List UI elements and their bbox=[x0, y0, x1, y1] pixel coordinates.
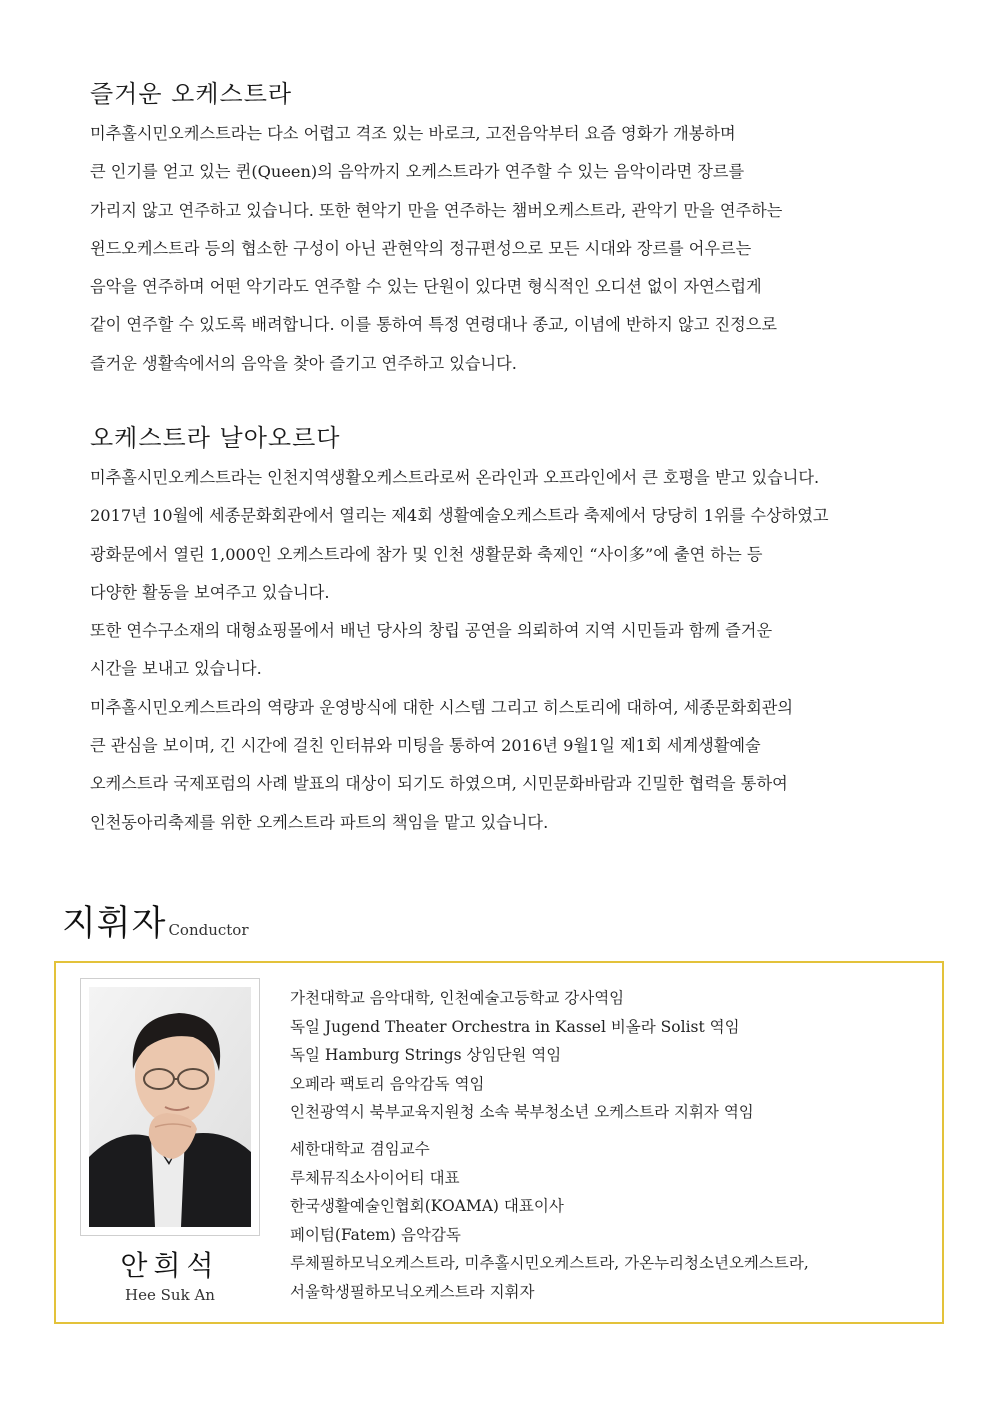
body-line: 인천동아리축제를 위한 오케스트라 파트의 책임을 맡고 있습니다. bbox=[90, 812, 549, 832]
career-item: 가천대학교 음악대학, 인천예술고등학교 강사역임 bbox=[290, 989, 625, 1007]
career-item: 인천광역시 북부교육지원청 소속 북부청소년 오케스트라 지휘자 역임 bbox=[290, 1103, 754, 1122]
conductor-name-english: Hee Suk An bbox=[125, 1286, 215, 1304]
portrait-frame bbox=[80, 978, 260, 1236]
conductor-heading-ko: 지휘자 bbox=[62, 904, 167, 944]
body-line: 큰 관심을 보이며, 긴 시간에 걸친 인터뷰와 미팅을 통하여 2016년 9월1일 제1회 세계생활예술 bbox=[90, 736, 761, 756]
body-line: 즐거운 생활속에서의 음악을 찾아 즐기고 연주하고 있습니다. bbox=[90, 353, 517, 373]
career-item: 루체뮤직소사이어티 대표 bbox=[290, 1168, 460, 1187]
body-line: 큰 인기를 얻고 있는 퀸(Queen)의 음악까지 오케스트라가 연주할 수 있는 음악이라면 장르를 bbox=[90, 162, 745, 182]
career-item: 페이텀(Fatem) 음악감독 bbox=[290, 1225, 461, 1244]
section-title: 즐거운 오케스트라 bbox=[90, 80, 293, 108]
conductor-career-list bbox=[290, 984, 930, 1307]
body-line: 또한 연수구소재의 대형쇼핑몰에서 배넌 당사의 창립 공연을 의뢰하여 지역 시민들과 함께 즐거운 bbox=[90, 621, 773, 641]
section-title: 오케스트라 날아오르다 bbox=[90, 424, 341, 452]
paragraph-activities bbox=[90, 459, 950, 612]
career-item: 독일 Hamburg Strings 상임단원 역임 bbox=[290, 1046, 562, 1065]
career-item: 세한대학교 겸임교수 bbox=[290, 1139, 430, 1158]
paragraph-forum bbox=[90, 689, 950, 842]
conductor-heading-en: Conductor bbox=[168, 921, 249, 939]
body-line: 윈드오케스트라 등의 협소한 구성이 아닌 관현악의 정규편성으로 모든 시대와 장르를 어우르는 bbox=[90, 238, 752, 258]
body-line: 같이 연주할 수 있도록 배려합니다. 이를 통하여 특정 연령대나 종교, 이념에 반하지 않고 진정으로 bbox=[90, 315, 778, 335]
conductor-heading bbox=[62, 896, 249, 946]
career-item: 독일 Jugend Theater Orchestra in Kassel 비올라 Solist 역임 bbox=[290, 1017, 740, 1036]
conductor-name-korean: 안희석 bbox=[120, 1249, 220, 1282]
career-current-group bbox=[290, 1135, 930, 1307]
body-line: 미추홀시민오케스트라는 다소 어렵고 격조 있는 바로크, 고전음악부터 요즘 영화가 개봉하며 bbox=[90, 124, 736, 143]
body-line: 가리지 않고 연주하고 있습니다. 또한 현악기 만을 연주하는 챔버오케스트라, 관악기 만을 연주하는 bbox=[90, 200, 783, 220]
career-item: 루체필하모닉오케스트라, 미추홀시민오케스트라, 가온누리청소년오케스트라, bbox=[290, 1254, 809, 1273]
body-line: 미추홀시민오케스트라의 역량과 운영방식에 대한 시스템 그리고 히스토리에 대하여, 세종문화회관의 bbox=[90, 697, 794, 717]
paragraph-shopping-mall bbox=[90, 612, 950, 689]
body-line: 미추홀시민오케스트라는 인천지역생활오케스트라로써 온라인과 오프라인에서 큰 호평을 받고 있습니다. bbox=[90, 468, 820, 487]
career-item: 한국생활예술인협회(KOAMA) 대표이사 bbox=[290, 1197, 564, 1216]
career-past-group bbox=[290, 984, 930, 1127]
body-line: 시간을 보내고 있습니다. bbox=[90, 659, 262, 679]
section-joyful-orchestra bbox=[90, 74, 950, 383]
body-line: 2017년 10월에 세종문화회관에서 열리는 제4회 생활예술오케스트라 축제에서 당당히 1위를 수상하였고 bbox=[90, 506, 829, 526]
body-line: 오케스트라 국제포럼의 사례 발표의 대상이 되기도 하였으며, 시민문화바람과 긴밀한 협력을 통하여 bbox=[90, 774, 788, 794]
section-body bbox=[90, 115, 950, 383]
body-line: 다양한 활동을 보여주고 있습니다. bbox=[90, 582, 330, 602]
section-orchestra-soars bbox=[90, 418, 950, 842]
body-line: 음악을 연주하며 어떤 악기라도 연주할 수 있는 단원이 있다면 형식적인 오디션 없이 자연스럽게 bbox=[90, 277, 762, 297]
career-item: 서울학생필하모닉오케스트라 지휘자 bbox=[290, 1282, 535, 1301]
body-line: 광화문에서 열린 1,000인 오케스트라에 참가 및 인천 생활문화 축제인 “사이多”에 출연 하는 등 bbox=[90, 544, 763, 564]
conductor-portrait-image bbox=[89, 987, 251, 1227]
career-item: 오페라 팩토리 음악감독 역임 bbox=[290, 1074, 485, 1093]
